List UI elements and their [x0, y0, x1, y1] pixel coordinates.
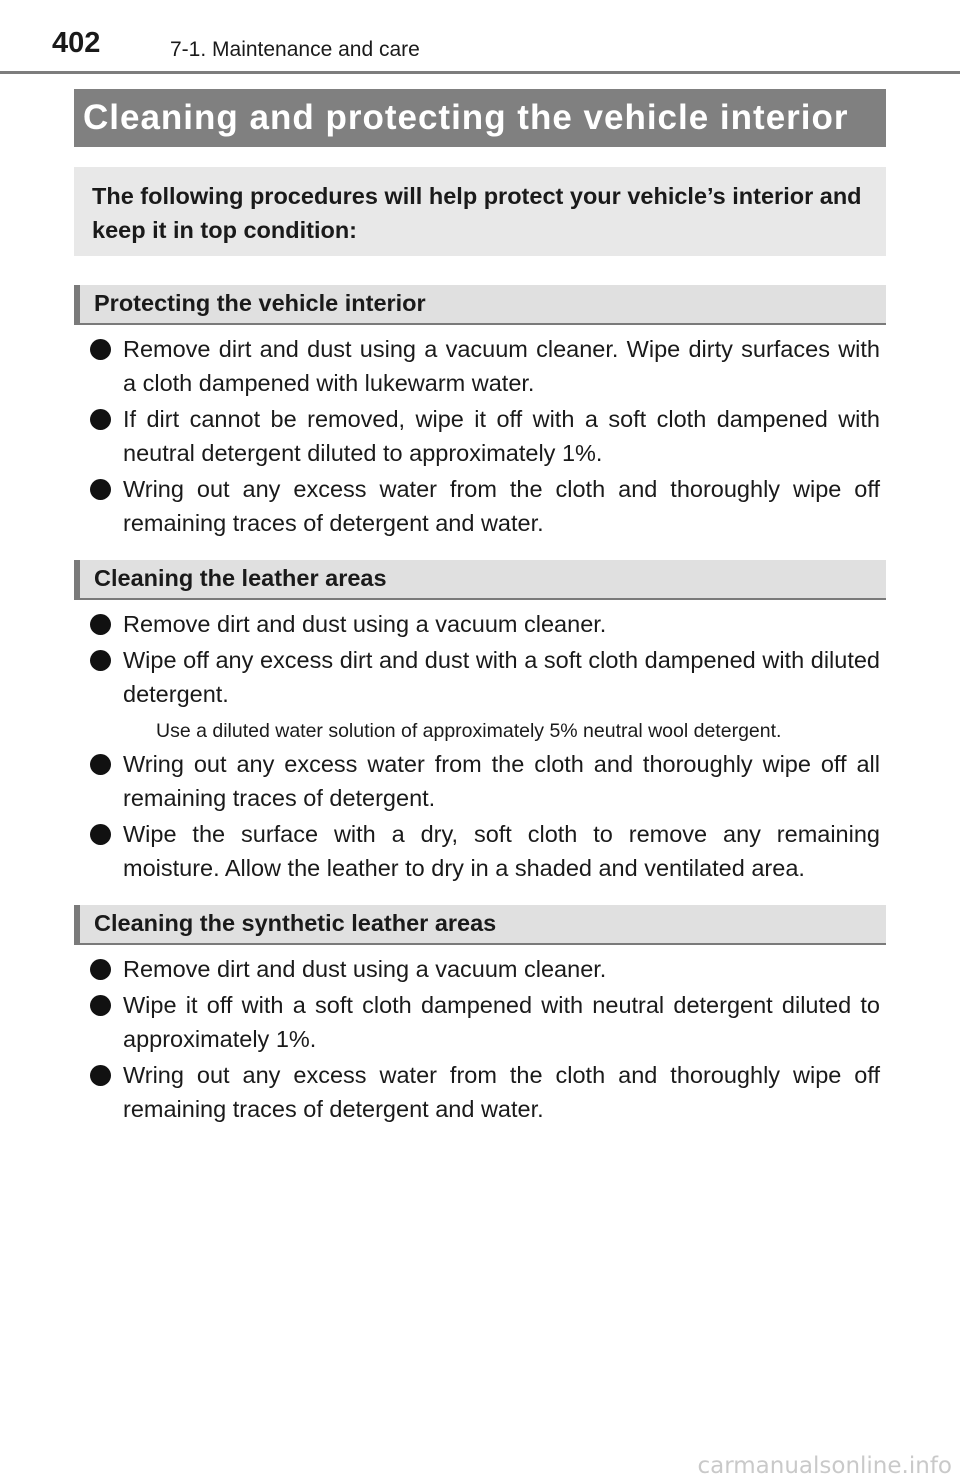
bullet-icon [90, 959, 111, 980]
list-item-text: Wring out any excess water from the cloth and thoroughly wipe off all remaining traces of detergent. [123, 751, 880, 811]
bullet-icon [90, 409, 111, 430]
bullet-icon [90, 824, 111, 845]
section-path: 7-1. Maintenance and care [170, 38, 420, 61]
page-number: 402 [52, 27, 101, 59]
bullet-icon [90, 479, 111, 500]
section-heading-text: Cleaning the leather areas [94, 565, 387, 591]
list-item [90, 952, 880, 986]
detergent-note: Use a diluted water solution of approximately 5% neutral wool detergent. [156, 720, 782, 742]
list-item-text: Wring out any excess water from the cloth and thoroughly wipe off remaining traces of detergent and water. [123, 1062, 880, 1122]
intro-box [74, 167, 886, 256]
list-synthetic-leather [90, 952, 880, 1128]
list-item [90, 747, 880, 815]
section-heading-protecting [74, 285, 886, 325]
list-item [90, 643, 880, 745]
header-divider [0, 71, 960, 74]
bullet-icon [90, 995, 111, 1016]
list-item [90, 817, 880, 885]
list-item [90, 988, 880, 1056]
list-item-text: Wring out any excess water from the cloth and thoroughly wipe off remaining traces of detergent and water. [123, 476, 880, 536]
bullet-icon [90, 754, 111, 775]
bullet-icon [90, 339, 111, 360]
page-title: Cleaning and protecting the vehicle interior [83, 98, 849, 137]
bullet-icon [90, 614, 111, 635]
list-leather [90, 607, 880, 887]
watermark: carmanualsonline.info [697, 1453, 952, 1479]
list-item [90, 332, 880, 400]
title-bar [74, 89, 886, 147]
intro-text: The following procedures will help protect your vehicle’s interior and keep it in top condition: [92, 183, 862, 243]
list-item-text: Wipe it off with a soft cloth dampened with neutral detergent diluted to approximately 1%. [123, 992, 880, 1052]
section-heading-text: Cleaning the synthetic leather areas [94, 910, 497, 936]
list-item-text: Remove dirt and dust using a vacuum cleaner. Wipe dirty surfaces with a cloth dampened with lukewarm water. [123, 336, 880, 396]
list-item-text: Remove dirt and dust using a vacuum cleaner. [123, 611, 607, 637]
page-header [0, 0, 960, 76]
list-item [90, 402, 880, 470]
list-item-text: Remove dirt and dust using a vacuum cleaner. [123, 956, 607, 982]
section-heading-synthetic-leather [74, 905, 886, 945]
list-item [90, 607, 880, 641]
list-item [90, 1058, 880, 1126]
section-heading-text: Protecting the vehicle interior [94, 290, 426, 316]
list-protecting [90, 332, 880, 542]
list-item-text: Wipe the surface with a dry, soft cloth to remove any remaining moisture. Allow the leather to dry in a shaded and ventilated area. [123, 821, 880, 881]
list-item-text: Wipe off any excess dirt and dust with a soft cloth dampened with diluted detergent. [123, 647, 880, 707]
list-item-text: If dirt cannot be removed, wipe it off with a soft cloth dampened with neutral detergent diluted to approximately 1%. [123, 406, 880, 466]
section-heading-leather [74, 560, 886, 600]
bullet-icon [90, 1065, 111, 1086]
bullet-icon [90, 650, 111, 671]
list-item [90, 472, 880, 540]
